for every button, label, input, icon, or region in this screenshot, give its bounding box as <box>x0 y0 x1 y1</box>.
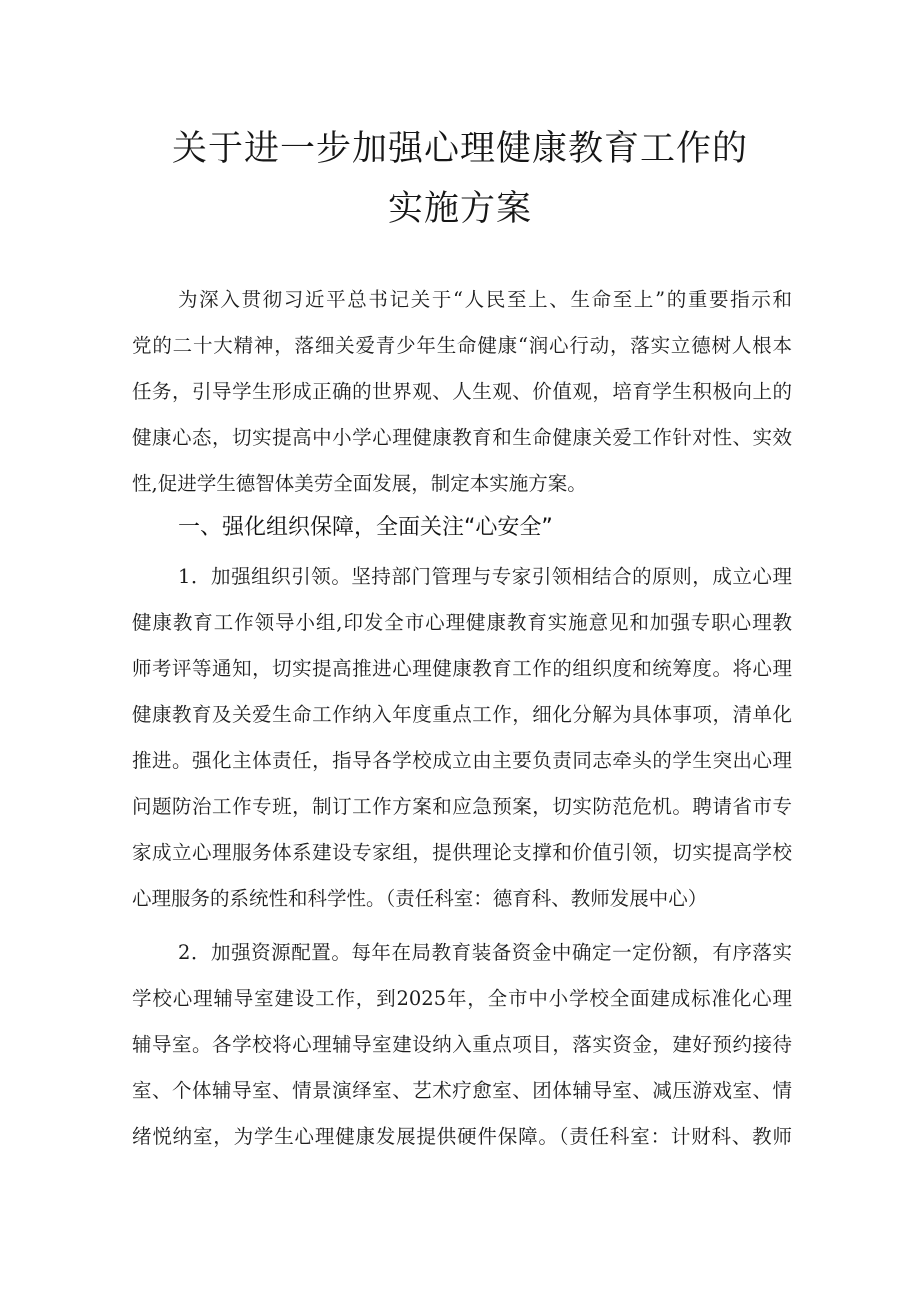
item1-line: 心理服务的系统性和科学性。（责任科室：德育科、教师发展中心） <box>132 887 708 910</box>
item1-line: 健康教育及关爱生命工作纳入年度重点工作，细化分解为具体事项，清单化 <box>132 703 792 726</box>
intro-line: 任务，引导学生形成正确的世界观、人生观、价值观，培育学生积极向上的 <box>132 380 792 403</box>
item1-line: 1．加强组织引领。坚持部门管理与专家引领相结合的原则，成立心理 <box>178 565 792 588</box>
item1-line: 推进。强化主体责任，指导各学校成立由主要负责同志牵头的学生突出心理 <box>132 749 792 772</box>
section-heading: 一、强化组织保障，全面关注“心安全” <box>178 515 553 540</box>
item1-line: 师考评等通知，切实提高推进心理健康教育工作的组织度和统筹度。将心理 <box>132 657 792 680</box>
item2-line: 室、个体辅导室、情景演绎室、艺术疗愈室、团体辅导室、减压游戏室、情 <box>132 1079 792 1102</box>
intro-line: 为深入贯彻习近平总书记关于“人民至上、生命至上”的重要指示和 <box>178 288 792 311</box>
intro-line: 性,促进学生德智体美劳全面发展，制定本实施方案。 <box>132 472 587 495</box>
intro-line: 党的二十大精神，落细关爱青少年生命健康“润心行动，落实立德树人根本 <box>132 334 792 357</box>
intro-line: 健康心态，切实提高中小学心理健康教育和生命健康关爱工作针对性、实效 <box>132 426 792 449</box>
item1-line: 家成立心理服务体系建设专家组，提供理论支撑和价值引领，切实提高学校 <box>132 841 792 864</box>
item1-line: 问题防治工作专班，制订工作方案和应急预案，切实防范危机。聘请省市专 <box>132 795 792 818</box>
item2-line: 绪悦纳室，为学生心理健康发展提供硬件保障。（责任科室：计财科、教师 <box>132 1125 792 1148</box>
item2-line: 辅导室。各学校将心理辅导室建设纳入重点项目，落实资金，建好预约接待 <box>132 1033 792 1056</box>
document-title-line-2: 实施方案 <box>387 189 532 229</box>
item1-line: 健康教育工作领导小组,印发全市心理健康教育实施意见和加强专职心理教 <box>132 611 792 634</box>
item2-line: 2．加强资源配置。每年在局教育装备资金中确定一定份额，有序落实 <box>178 941 792 964</box>
item2-line: 学校心理辅导室建设工作，到2025年，全市中小学校全面建成标准化心理 <box>132 987 792 1010</box>
document-title-line-1: 关于进一步加强心理健康教育工作的 <box>171 129 748 169</box>
